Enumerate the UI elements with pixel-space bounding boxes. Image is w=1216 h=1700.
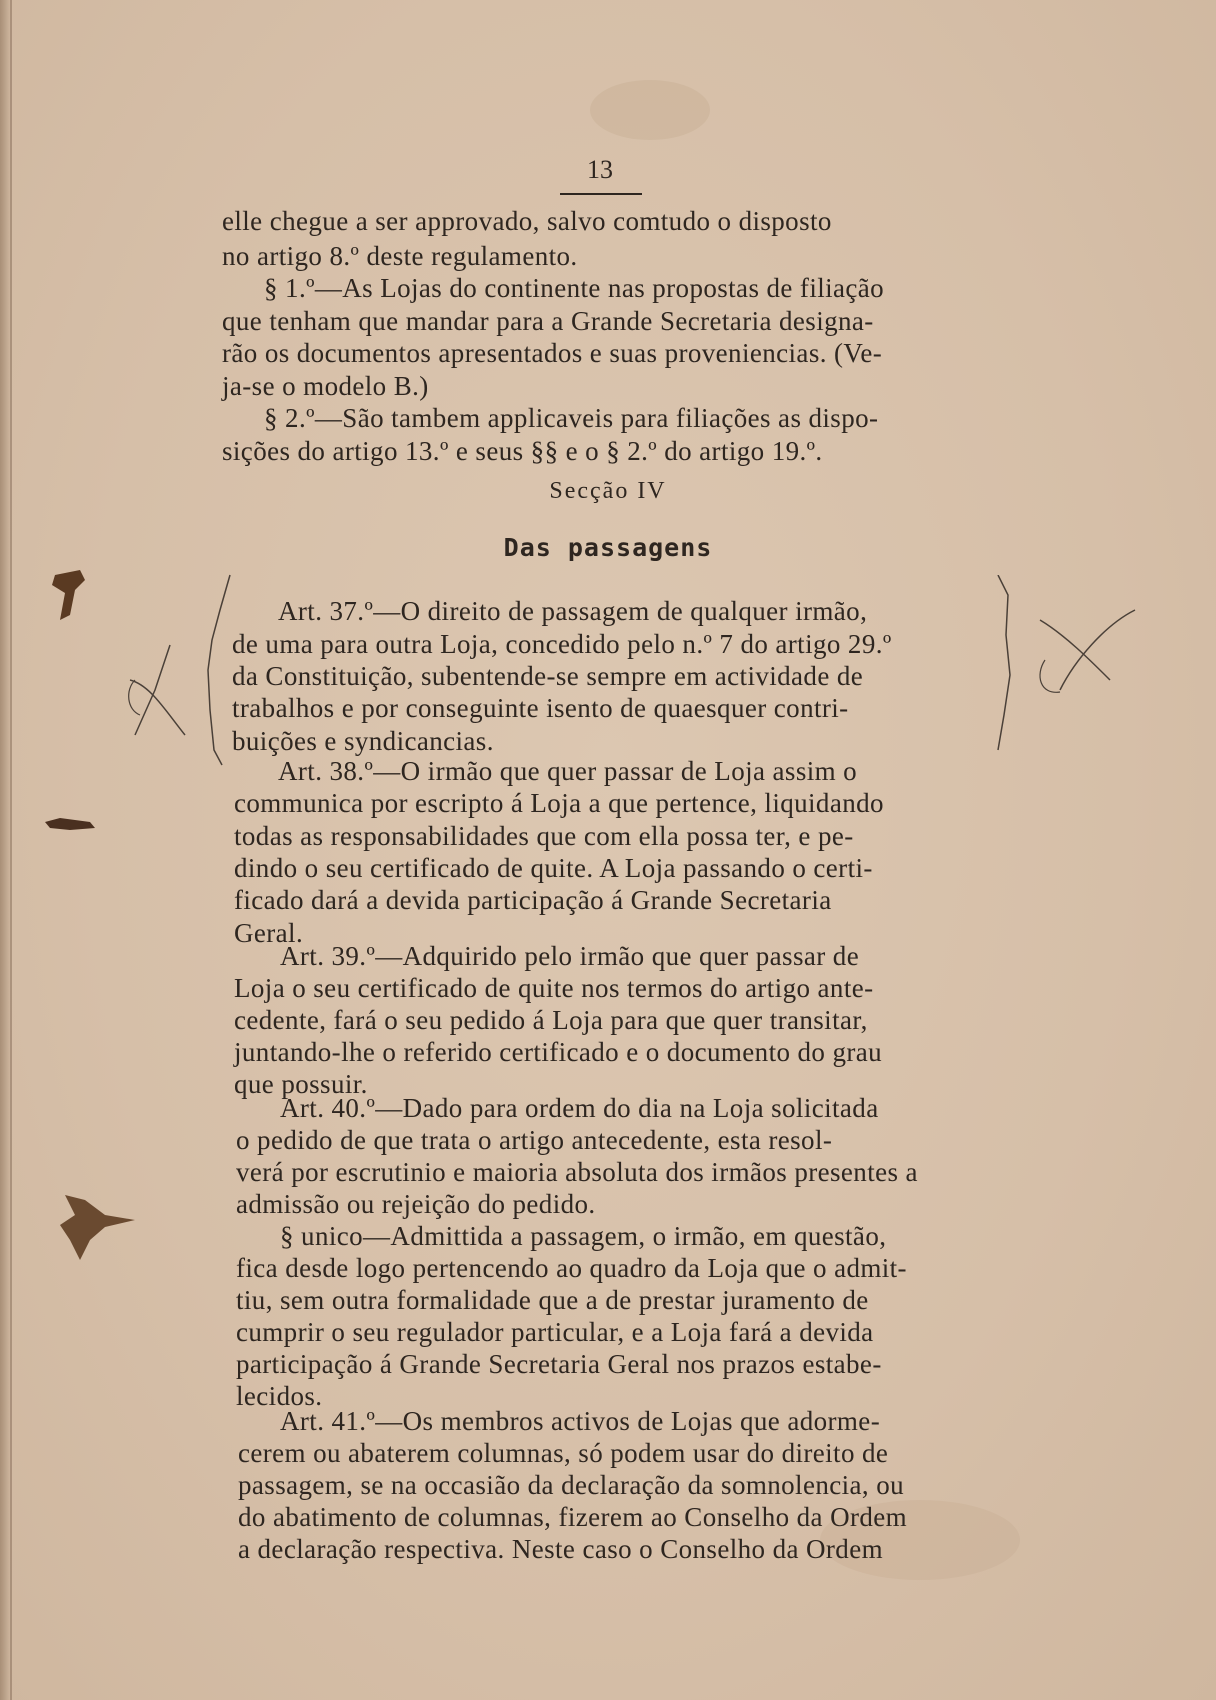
ink-blot-icon [40, 810, 100, 840]
text-line: cumprir o seu regulador particular, e a Loja fará a devida [236, 1317, 874, 1347]
text-line: ficado dará a devida participação á Grande Secretaria [234, 885, 832, 915]
pencil-cross-right-icon [1035, 600, 1145, 710]
text-line: Art. 39.º—Adquirido pelo irmão que quer passar de [280, 941, 860, 971]
text-line: Geral. [234, 918, 304, 948]
text-line: trabalhos e por conseguinte isento de quaesquer contri- [232, 693, 849, 723]
section-subtitle: Das passagens [503, 533, 713, 562]
text-line: o pedido de que trata o artigo antecedente, esta resol- [236, 1125, 833, 1155]
text-line: no artigo 8.º deste regulamento. [222, 241, 578, 271]
text-line: § 1.º—As Lojas do continente nas propostas de filiação [264, 273, 885, 303]
text-line: dindo o seu certificado de quite. A Loja passando o certi- [234, 853, 873, 883]
text-line: Art. 37.º—O direito de passagem de qualquer irmão, [278, 596, 868, 626]
pencil-cross-left-icon [125, 640, 195, 740]
text-line: tiu, sem outra formalidade que a de prestar juramento de [236, 1285, 869, 1315]
page-number-underline [560, 193, 642, 195]
text-line: do abatimento de columnas, fizerem ao Conselho da Ordem [238, 1502, 908, 1532]
text-line: da Constituição, subentende-se sempre em actividade de [232, 661, 864, 691]
text-line: Loja o seu certificado de quite nos termos do artigo ante- [234, 973, 874, 1003]
text-line: de uma para outra Loja, concedido pelo n.º 7 do artigo 29.º [232, 629, 892, 659]
text-line: buições e syndicancias. [232, 726, 494, 756]
text-line: verá por escrutinio e maioria absoluta dos irmãos presentes a [236, 1157, 918, 1187]
text-line: a declaração respectiva. Neste caso o Conselho da Ordem [238, 1534, 883, 1564]
text-line: elle chegue a ser approvado, salvo comtudo o disposto [222, 206, 832, 236]
text-line: cedente, fará o seu pedido á Loja para que quer transitar, [234, 1005, 868, 1035]
ink-blot-icon [55, 1185, 145, 1265]
text-line: ja-se o modelo B.) [222, 371, 429, 401]
text-line: Art. 38.º—O irmão que quer passar de Loja assim o [278, 756, 858, 786]
pencil-bracket-left-icon [200, 570, 240, 770]
text-line: cerem ou abaterem columnas, só podem usar do direito de [238, 1438, 889, 1468]
page-left-edge [0, 0, 10, 1700]
text-line: communica por escripto á Loja a que pertence, liquidando [234, 788, 884, 818]
section-title: Secção IV [549, 478, 667, 504]
pencil-bracket-right-icon [990, 575, 1030, 755]
text-line: Art. 41.º—Os membros activos de Lojas que adorme- [280, 1406, 881, 1436]
text-line: participação á Grande Secretaria Geral nos prazos estabe- [236, 1349, 882, 1379]
text-line: § unico—Admittida a passagem, o irmão, em questão, [280, 1221, 887, 1251]
ink-blot-icon [40, 565, 100, 625]
text-line: que tenham que mandar para a Grande Secretaria designa- [222, 306, 874, 336]
text-line: juntando-lhe o referido certificado e o documento do grau [234, 1037, 883, 1067]
text-line: passagem, se na occasião da declaração da somnolencia, ou [238, 1470, 905, 1500]
text-line: Art. 40.º—Dado para ordem do dia na Loja solicitada [280, 1093, 879, 1123]
text-line: rão os documentos apresentados e suas proveniencias. (Ve- [222, 338, 883, 368]
text-line: que possuir. [234, 1069, 368, 1099]
page-number: 13 [587, 155, 613, 184]
text-line: fica desde logo pertencendo ao quadro da Loja que o admit- [236, 1253, 907, 1283]
stain [590, 80, 710, 140]
text-line: sições do artigo 13.º e seus §§ e o § 2.º do artigo 19.º. [222, 436, 823, 466]
page-fold-line [10, 0, 12, 1700]
text-line: todas as responsabilidades que com ella possa ter, e pe- [234, 821, 854, 851]
text-line: § 2.º—São tambem applicaveis para filiações as dispo- [264, 403, 879, 433]
text-line: lecidos. [236, 1381, 323, 1411]
text-line: admissão ou rejeição do pedido. [236, 1189, 596, 1219]
